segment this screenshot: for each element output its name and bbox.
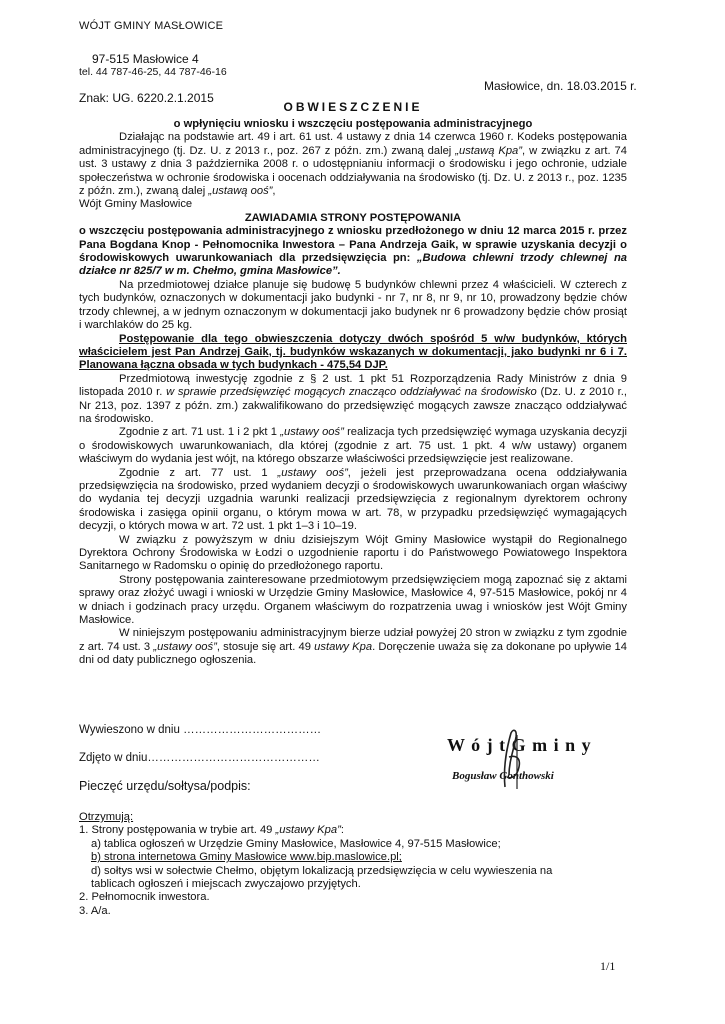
place-and-date: Masłowice, dn. 18.03.2015 r. bbox=[484, 79, 637, 93]
assessment-paragraph: Zgodnie z art. 77 ust. 1 „ustawy ooś”, jeżeli jest przeprowadzana ocena oddziaływania przedsięwzięcia na środowisko, przed wydaniem decyzji o środowiskowych uwarunkowaniach organ właściwy do wydania tej decyzji uzgadnia warunki realizacji przedsięwzięcia z regionalnym dyrektorem ochrony środowiska i zasięga opinii organu, o którym mowa w art. 78, w przypadku przedsięwzięć wymagających decyzji, o których mowa w art. 72 ust. 1 pkt 1–3 i 10–19. bbox=[79, 466, 627, 533]
recipient-1d: d) sołtys wsi w sołectwie Chełmo, objętym lokalizacją przedsięwzięcia w celu wywieszenia na tablicach ogłoszeń i miejscach zwyczajowo przyjętych. bbox=[91, 864, 553, 891]
recipients-block bbox=[79, 811, 627, 918]
scope-paragraph: Postępowanie dla tego obwieszczenia dotyczy dwóch spośród 5 w/w budynków, których właścicielem jest Pan Andrzej Gaik, tj. budynków wskazanych w dokumentacji, jako budynki nr 6 i 7. Planowana łączna obsada w tych budynkach - 475,54 DJP. bbox=[79, 332, 627, 372]
document-title: OBWIESZCZENIE bbox=[283, 100, 423, 114]
announce-paragraph: o wszczęciu postępowania administracyjnego z wniosku przedłożonego w dniu 12 marca 2015 r. przez Pana Bogdana Knop - Pełnomocnika Inwestora – Pana Andrzeja Gaik, w sprawie uzyskania decyzji o środowiskowych uwarunkowaniach dla przedsięwzięcia pn: „Budowa chlewni trzody chlewnej na działce nr 825/7 w m. Chełmo, gmina Masłowice”. bbox=[79, 225, 627, 278]
access-paragraph: Strony postępowania zainteresowane przedmiotowym przedsięwzięciem mogą zapoznać się z aktami sprawy oraz złożyć uwagi i wnioski w Urzędzie Gminy Masłowice, Masłowice 4, 97-515 Masłowice, pokój nr 4 w dniach i godzinach pracy urzędu. Organem właściwym do rozpatrzenia uwag i wniosków jest Wójt Gminy Masłowice. bbox=[79, 573, 627, 627]
official-stamp-name: Bogusław Gonthowski bbox=[452, 770, 554, 782]
office-name: WÓJT GMINY MASŁOWICE bbox=[79, 20, 224, 32]
posted-date-line: Wywieszono w dniu ……………………………… bbox=[79, 724, 322, 736]
phone-numbers: tel. 44 787-46-25, 44 787-46-16 bbox=[79, 66, 227, 78]
official-stamp-title: W ó j t G m i n y bbox=[447, 735, 592, 755]
recipient-2: 2. Pełnomocnik inwestora. bbox=[79, 891, 210, 904]
handwritten-signature bbox=[497, 727, 527, 793]
legal-basis-paragraph: Działając na podstawie art. 49 i art. 61 ust. 4 ustawy z dnia 14 czerwca 1960 r. Kodeks postępowania administracyjnego (tj. Dz. U. z 2013 r., poz. 267 z późn. zm.) zwaną dalej „ustawą Kpa”, w związku z art. 74 ust. 3 ustawy z dnia 3 października 2008 r. o udostępnianiu informacji o środowisku i jego ochronie, udziale społeczeństwa w ochronie środowiska i oocenach oddziaływania na środowisko (tj. Dz. U. z 2013 r., poz. 1235 z późn. zm.), zwaną dalej „ustawą ooś”, bbox=[79, 131, 627, 198]
postal-address: 97-515 Masłowice 4 bbox=[92, 52, 199, 66]
recipient-3: 3. A/a. bbox=[79, 904, 111, 917]
decision-requirement-paragraph: Zgodnie z art. 71 ust. 1 i 2 pkt 1 „ustawy ooś” realizacja tych przedsięwzięć wymaga uzyskania decyzji o środowiskowych uwarunkowaniach, dla której (zgodnie z art. 75 ust. 1 pkt. 4 w/w ustawy) organem właściwym do wydania jest wójt, na którego obszarze właściwości przedsięwzięcie jest realizowane. bbox=[79, 426, 627, 466]
recipients-heading: Otrzymują: bbox=[79, 811, 134, 823]
document-subtitle: o wpłynięciu wniosku i wszczęciu postępowania administracyjnego bbox=[173, 118, 533, 130]
classification-paragraph: Przedmiotową inwestycję zgodnie z § 2 ust. 1 pkt 51 Rozporządzenia Rady Ministrów z dnia 9 listopada 2010 r. w sprawie przedsięwzięć mogących znacząco oddziaływać na środowisko (Dz. U. z 2010 r., Nr 213, poz. 1397 z późn. zm.) zakwalifikowano do przedsięwzięć mogących zawsze znacząco oddziaływać na środowisko. bbox=[79, 372, 627, 425]
stamp-label: Pieczęć urzędu/sołtysa/podpis: bbox=[79, 779, 251, 793]
recipient-1b: b) strona internetowa Gminy Masłowice www.bip.maslowice.pl; bbox=[91, 851, 402, 864]
buildings-paragraph: Na przedmiotowej działce planuje się budowę 5 budynków chlewni przez 4 właścicieli. W czterech z tych budynków, oznaczonych w dokumentacji jako budynki - nr 7, nr 8, nr 9, nr 10, prowadzony będzie chów trzody chlewnej, a w jednym oznaczonym w dokumentacji jako budynek nr 6 prowadzony będzie chów prosiąt i warchlaków do 25 kg. bbox=[79, 278, 627, 332]
document-body bbox=[79, 118, 627, 668]
recipient-1a: a) tablica ogłoszeń w Urzędzie Gminy Masłowice, Masłowice 4, 97-515 Masłowice; bbox=[91, 837, 501, 850]
consultation-paragraph: W związku z powyższym w dniu dzisiejszym Wójt Gminy Masłowice wystąpił do Regionalnego Dyrektora Ochrony Środowiska w Łodzi o uzgodnienie raportu i do Państwowego Powiatowego Inspektora Sanitarnego w Radomsku o opinię do przedłożonego raportu. bbox=[79, 533, 627, 573]
notification-paragraph: W niniejszym postępowaniu administracyjnym bierze udział powyżej 20 stron w związku z tym zgodnie z art. 74 ust. 3 „ustawy ooś”, stosuje się art. 49 ustawy Kpa. Doręczenie uważa się za dokonane po upływie 14 dni od daty publicznego ogłoszenia. bbox=[79, 627, 627, 667]
announce-heading: ZAWIADAMIA STRONY POSTĘPOWANIA bbox=[244, 211, 462, 224]
recipient-1: 1. Strony postępowania w trybie art. 49 „ustawy Kpa”: bbox=[79, 824, 344, 837]
page-number: 1/1 bbox=[600, 959, 616, 973]
issuer-line: Wójt Gminy Masłowice bbox=[79, 198, 193, 211]
removed-date-line: Zdjęto w dniu……………………………………… bbox=[79, 752, 320, 764]
case-reference: Znak: UG. 6220.2.1.2015 bbox=[79, 91, 214, 105]
